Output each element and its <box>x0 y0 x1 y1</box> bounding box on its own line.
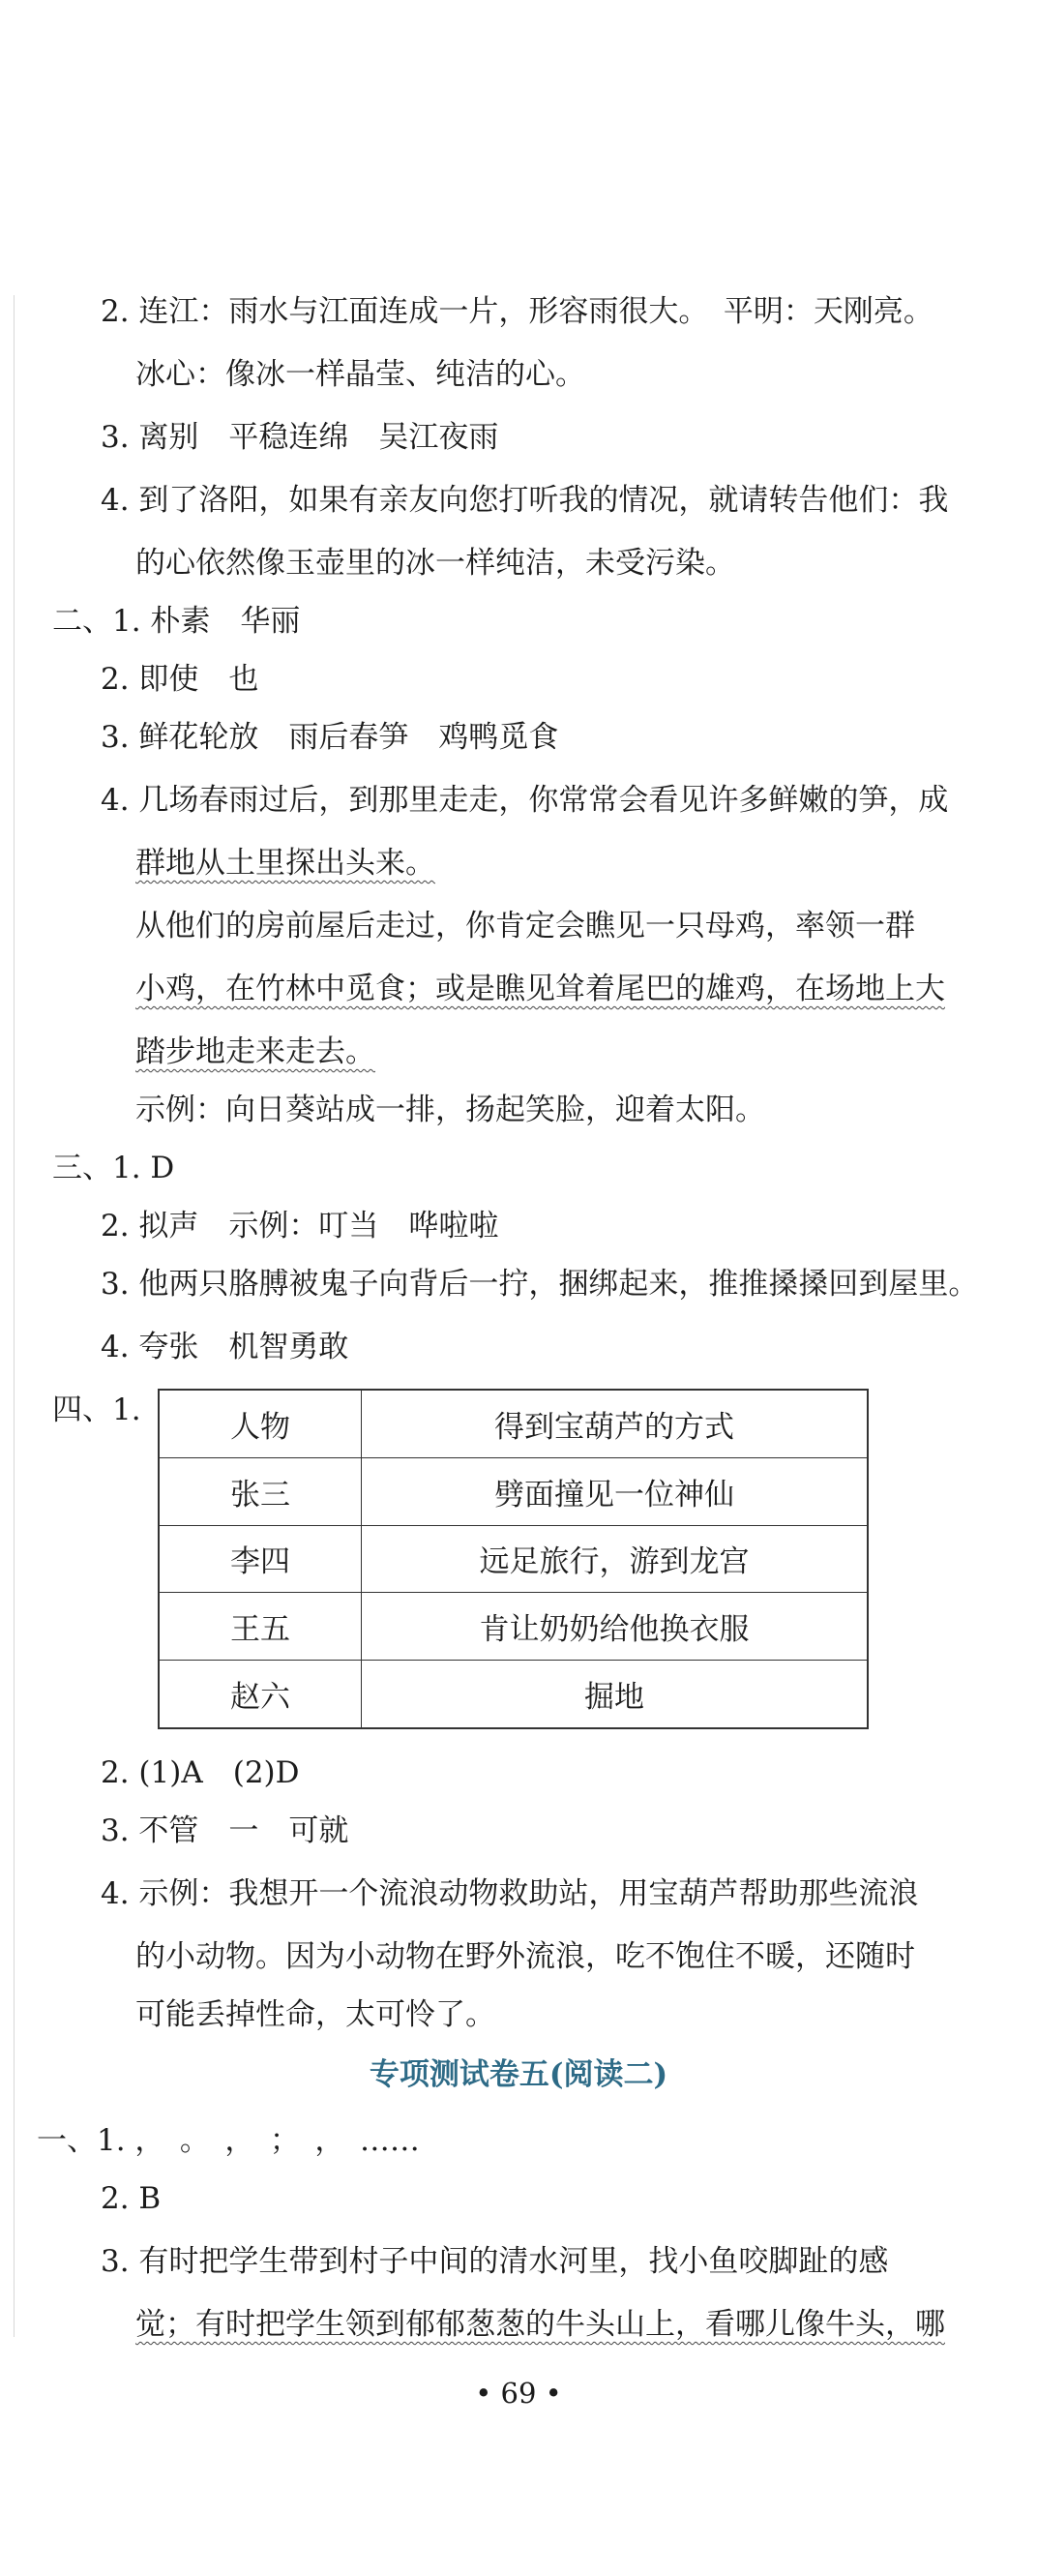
section-heading: 一、1. ， 。 ， ； ， …… <box>37 2123 420 2158</box>
table-row <box>159 1390 868 1457</box>
answer-line: 3. 有时把学生带到村子中间的清水河里，找小鱼咬脚趾的感 <box>101 2244 889 2279</box>
margin-rule <box>14 295 15 2337</box>
answer-line: 2. 拟声 示例：叮当 哗啦啦 <box>101 1209 499 1243</box>
table-header-cell: 得到宝葫芦的方式 <box>362 1390 869 1457</box>
section-title: 专项测试卷五(阅读二) <box>369 2057 668 2092</box>
table-cell: 王五 <box>159 1593 362 1661</box>
table-cell: 远足旅行，游到龙宫 <box>362 1525 869 1593</box>
answer-line: 4. 夸张 机智勇敢 <box>101 1330 349 1364</box>
answer-line: 的心依然像玉壶里的冰一样纯洁，未受污染。 <box>135 546 735 581</box>
underlined-line: 小鸡，在竹林中觅食；或是瞧见耸着尾巴的雄鸡，在场地上大 <box>135 972 945 1006</box>
table-cell: 劈面撞见一位神仙 <box>362 1457 869 1525</box>
table-cell: 肯让奶奶给他换衣服 <box>362 1593 869 1661</box>
answer-line: 3. 离别 平稳连绵 吴江夜雨 <box>101 420 499 455</box>
underlined-line: 觉；有时把学生领到郁郁葱葱的牛头山上，看哪儿像牛头，哪 <box>135 2307 945 2342</box>
section-heading: 三、1. D <box>52 1151 175 1185</box>
table-row <box>159 1457 868 1525</box>
section-heading: 二、1. 朴素 华丽 <box>52 604 301 639</box>
answer-line: 2. (1)A (2)D <box>101 1755 300 1790</box>
table-cell: 赵六 <box>159 1661 362 1728</box>
table-row <box>159 1525 868 1593</box>
answer-line: 的小动物。因为小动物在野外流浪，吃不饱住不暖，还随时 <box>135 1939 915 1974</box>
answer-line: 3. 不管 一 可就 <box>101 1813 349 1848</box>
answer-line: 从他们的房前屋后走过，你肯定会瞧见一只母鸡，率领一群 <box>135 909 915 944</box>
section-heading: 四、1. <box>52 1393 141 1427</box>
answer-line: 4. 示例：我想开一个流浪动物救助站，用宝葫芦帮助那些流浪 <box>101 1876 919 1911</box>
table-row <box>159 1661 868 1728</box>
page-number: • 69 • <box>475 2377 562 2410</box>
table-row <box>159 1593 868 1661</box>
answer-line: 2. 即使 也 <box>101 662 259 697</box>
answer-line: 4. 几场春雨过后，到那里走走，你常常会看见许多鲜嫩的笋，成 <box>101 783 949 818</box>
table-cell: 张三 <box>159 1457 362 1525</box>
underlined-line: 踏步地走来走去。 <box>135 1034 375 1069</box>
underlined-line: 群地从土里探出头来。 <box>135 846 435 881</box>
answer-line: 冰心：像冰一样晶莹、纯洁的心。 <box>135 357 585 392</box>
answer-line: 4. 到了洛阳，如果有亲友向您打听我的情况，就请转告他们：我 <box>101 483 949 518</box>
answer-line: 2. B <box>101 2181 162 2216</box>
table-header-cell: 人物 <box>159 1390 362 1457</box>
table-cell: 掘地 <box>362 1661 869 1728</box>
answer-line: 可能丢掉性命，太可怜了。 <box>135 1997 495 2032</box>
answer-line: 示例：向日葵站成一排，扬起笑脸，迎着太阳。 <box>135 1093 765 1127</box>
table-cell: 李四 <box>159 1525 362 1593</box>
answer-line: 3. 鲜花轮放 雨后春笋 鸡鸭觅食 <box>101 720 559 755</box>
answer-table <box>158 1389 869 1729</box>
answer-line: 2. 连江：雨水与江面连成一片，形容雨很大。 平明：天刚亮。 <box>101 294 933 329</box>
answer-line: 3. 他两只胳膊被鬼子向背后一拧，捆绑起来，推推搡搡回到屋里。 <box>101 1267 979 1302</box>
